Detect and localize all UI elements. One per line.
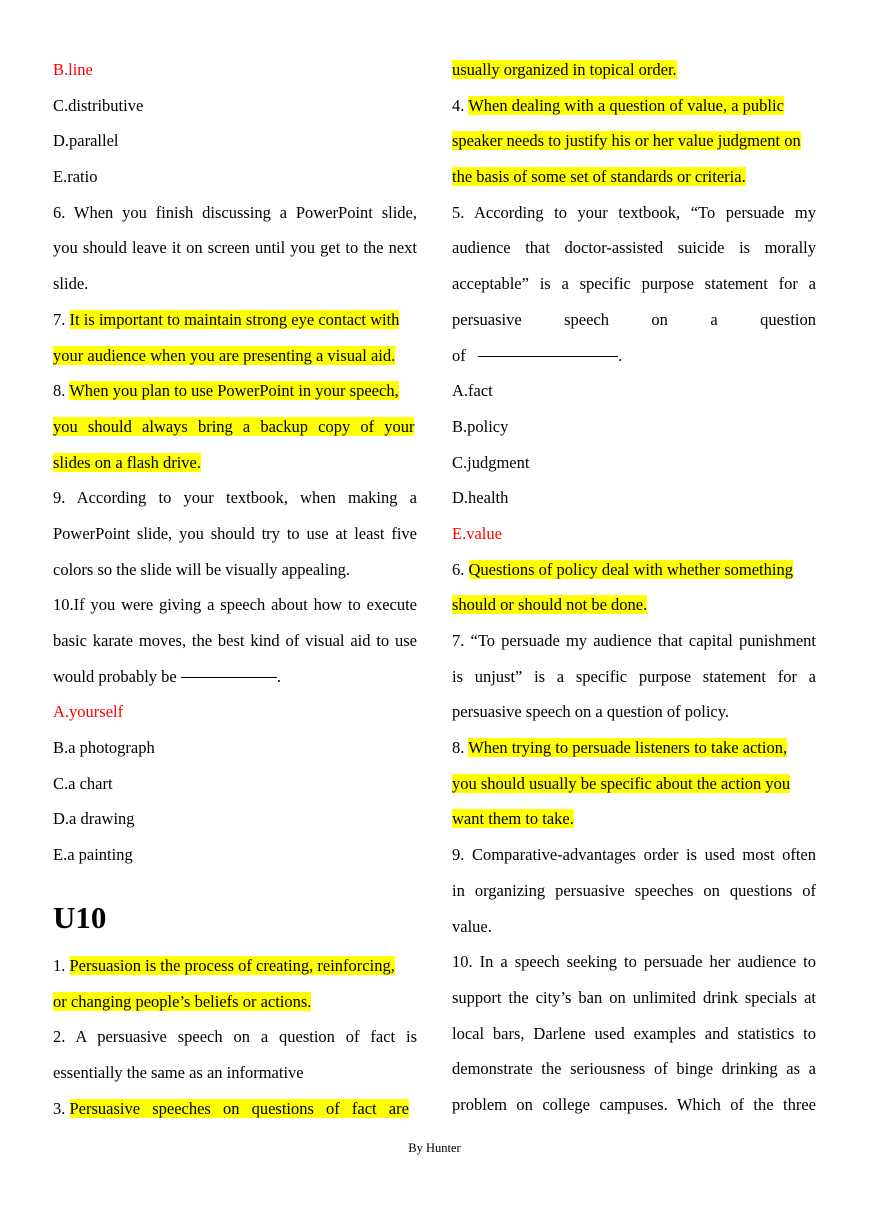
period: .: [618, 345, 623, 365]
option: D.a drawing: [53, 809, 135, 829]
question-line: problem on college campuses. Which of the three: [452, 1094, 816, 1114]
question-line: [53, 302, 417, 338]
highlighted-text: When trying to persuade listeners to take action,: [468, 738, 788, 758]
highlighted-text: want them to take.: [452, 809, 574, 829]
question-number: 7.: [53, 309, 70, 329]
question-line: value.: [452, 916, 492, 936]
question-line: [452, 52, 816, 88]
question-line: essentially the same as an informative: [53, 1062, 304, 1082]
left-column: [53, 52, 417, 1126]
question-line: basic karate moves, the best kind of visual aid to use: [53, 631, 417, 650]
question-line: local bars, Darlene used examples and statistics to: [452, 1023, 816, 1043]
answer-option: B.line: [53, 60, 93, 79]
question-line: is unjust” is a specific purpose statement for a: [452, 666, 816, 686]
highlighted-text: should or should not be done.: [452, 595, 648, 615]
question-line: you should leave it on screen until you get to the next: [53, 238, 417, 258]
question-line: persuasive speech on a question: [452, 309, 816, 329]
question-line: [53, 409, 417, 445]
answer-blank: [181, 676, 277, 678]
highlighted-text: you should usually be specific about the action you: [452, 773, 791, 793]
option: D.parallel: [53, 131, 119, 151]
option: E.ratio: [53, 167, 98, 187]
question-line: [452, 159, 816, 195]
question-line: slide.: [53, 274, 89, 294]
question-line: [53, 1091, 417, 1127]
question-text: of: [452, 345, 466, 365]
option: A.fact: [452, 381, 493, 401]
section-heading: U10: [53, 899, 107, 935]
question-line: [452, 338, 816, 374]
question-line: [53, 338, 417, 374]
option: C.judgment: [452, 452, 530, 472]
question-line: [452, 766, 816, 802]
question-line: [53, 373, 417, 409]
question-line: 7. “To persuade my audience that capital punishment: [452, 631, 816, 650]
right-column: [452, 52, 816, 1123]
highlighted-text: you should always bring a backup copy of your: [53, 416, 415, 436]
highlighted-text: Persuasive speeches on questions of fact are: [69, 1098, 409, 1118]
question-number: 3.: [53, 1098, 70, 1118]
question-number: 6.: [452, 559, 469, 579]
question-number: 1.: [53, 955, 70, 975]
period: .: [276, 666, 281, 686]
option: C.distributive: [53, 95, 144, 115]
question-line: [53, 984, 417, 1020]
highlighted-text: speaker needs to justify his or her value judgment on: [452, 131, 801, 151]
question-line: demonstrate the seriousness of binge drinking as a: [452, 1059, 816, 1079]
question-line: [452, 730, 816, 766]
highlighted-text: It is important to maintain strong eye contact with: [69, 309, 400, 329]
question-line: persuasive speech on a question of policy.: [452, 702, 730, 722]
question-line: [53, 948, 417, 984]
answer-option: E.value: [452, 523, 502, 543]
highlighted-text: Questions of policy deal with whether something: [468, 559, 793, 579]
question-line: 2. A persuasive speech on a question of fact is: [53, 1027, 417, 1047]
question-line: [452, 552, 816, 588]
question-line: 9. According to your textbook, when making a: [53, 488, 417, 508]
page-footer: By Hunter: [408, 1141, 461, 1155]
question-number: 8.: [53, 381, 70, 401]
highlighted-text: Persuasion is the process of creating, reinforcing,: [69, 955, 395, 975]
option: B.a photograph: [53, 738, 155, 758]
question-line: PowerPoint slide, you should try to use at least five: [53, 523, 417, 543]
option: E.a painting: [53, 845, 133, 865]
question-line: 10.If you were giving a speech about how to execute: [53, 595, 417, 615]
highlighted-text: When dealing with a question of value, a public: [468, 95, 784, 115]
question-number: 8.: [452, 738, 469, 758]
question-line: [53, 659, 417, 695]
highlighted-text: your audience when you are presenting a visual aid.: [53, 345, 396, 365]
question-line: [452, 123, 816, 159]
answer-option: A.yourself: [53, 702, 124, 722]
question-line: [53, 445, 417, 481]
question-line: 10. In a speech seeking to persuade her audience to: [452, 952, 816, 972]
question-line: audience that doctor-assisted suicide is morally: [452, 238, 816, 258]
highlighted-text: the basis of some set of standards or criteria.: [452, 167, 746, 187]
question-line: in organizing persuasive speeches on questions of: [452, 880, 816, 900]
highlighted-text: slides on a flash drive.: [53, 452, 202, 472]
option: C.a chart: [53, 773, 113, 793]
question-line: support the city’s ban on unlimited drink specials at: [452, 987, 816, 1007]
answer-blank: [478, 355, 618, 357]
question-text: would probably be: [53, 666, 177, 686]
highlighted-text: When you plan to use PowerPoint in your speech,: [69, 381, 399, 401]
question-line: [452, 801, 816, 837]
question-line: 9. Comparative-advantages order is used most often: [452, 845, 816, 865]
question-line: colors so the slide will be visually appealing.: [53, 559, 350, 579]
question-line: 6. When you finish discussing a PowerPoint slide,: [53, 202, 417, 222]
question-line: acceptable” is a specific purpose statement for a: [452, 274, 816, 294]
question-line: 5. According to your textbook, “To persuade my: [452, 202, 816, 222]
highlighted-text: or changing people’s beliefs or actions.: [53, 991, 312, 1011]
highlighted-text: usually organized in topical order.: [452, 60, 677, 79]
question-number: 4.: [452, 95, 469, 115]
question-line: [452, 587, 816, 623]
option: B.policy: [452, 416, 509, 436]
option: D.health: [452, 488, 509, 508]
question-line: [452, 88, 816, 124]
